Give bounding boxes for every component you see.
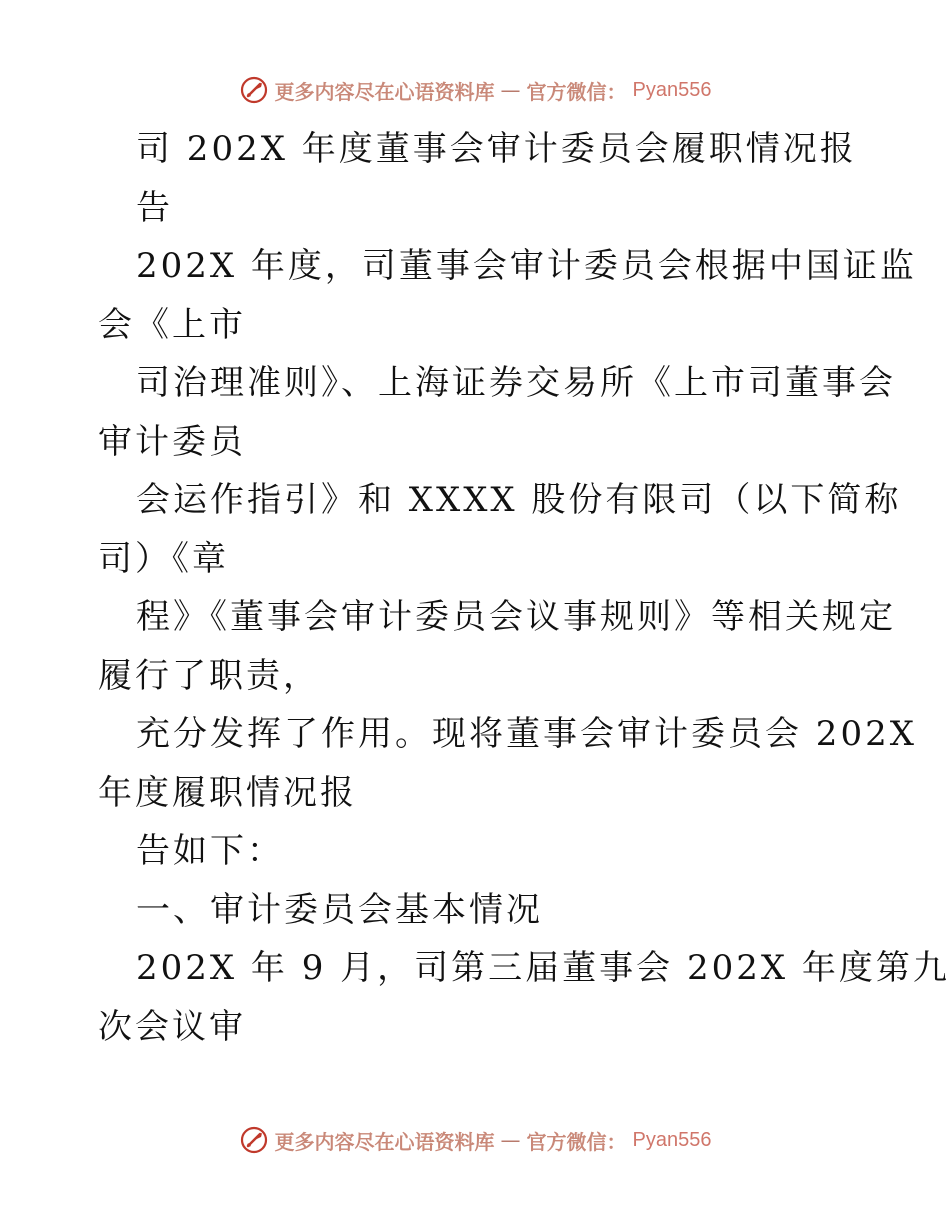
document-line: 202X 年 9 月，司第三届董事会 202X 年度第九 bbox=[136, 948, 950, 988]
document-line: 履行了职责， bbox=[98, 655, 320, 696]
document-line: 司治理准则》、上海证券交易所《上市司董事会 bbox=[136, 363, 896, 403]
document-line: 会运作指引》和 XXXX 股份有限司（以下简称 bbox=[136, 480, 902, 520]
document-line: 司 202X 年度董事会审计委员会履职情况报 bbox=[136, 129, 857, 169]
watermark-library-text: 更多内容尽在心语资料库 bbox=[274, 1129, 495, 1154]
document-line: 年度履职情况报 bbox=[98, 772, 357, 813]
watermark-library-text: 更多内容尽在心语资料库 bbox=[274, 79, 495, 104]
watermark-wechat-id: Pyan556 bbox=[632, 1128, 712, 1151]
watermark-separator: — bbox=[500, 1128, 521, 1152]
document-line: 告 bbox=[136, 187, 173, 228]
watermark-wechat-label: 官方微信： bbox=[526, 1129, 627, 1154]
document-body bbox=[98, 120, 950, 1056]
document-line: 202X 年度，司董事会审计委员会根据中国证监 bbox=[136, 246, 917, 286]
header-watermark bbox=[0, 70, 950, 110]
document-line: 审计委员 bbox=[98, 421, 246, 462]
document-line: 充分发挥了作用。现将董事会审计委员会 202X bbox=[136, 714, 917, 754]
document-line: 一、审计委员会基本情况 bbox=[136, 889, 543, 930]
document-line: 次会议审 bbox=[98, 1006, 246, 1047]
footer-watermark bbox=[0, 1120, 950, 1160]
watermark-wechat-label: 官方微信： bbox=[526, 79, 627, 104]
document-line: 程》《董事会审计委员会议事规则》等相关规定 bbox=[136, 597, 896, 637]
watermark-wechat-id: Pyan556 bbox=[632, 78, 712, 101]
quill-logo-icon bbox=[239, 75, 269, 105]
document-line: 会《上市 bbox=[98, 304, 246, 345]
quill-logo-icon bbox=[239, 1125, 269, 1155]
document-line: 司）《章 bbox=[98, 538, 229, 579]
document-line: 告如下： bbox=[136, 831, 284, 871]
watermark-separator: — bbox=[500, 78, 521, 102]
